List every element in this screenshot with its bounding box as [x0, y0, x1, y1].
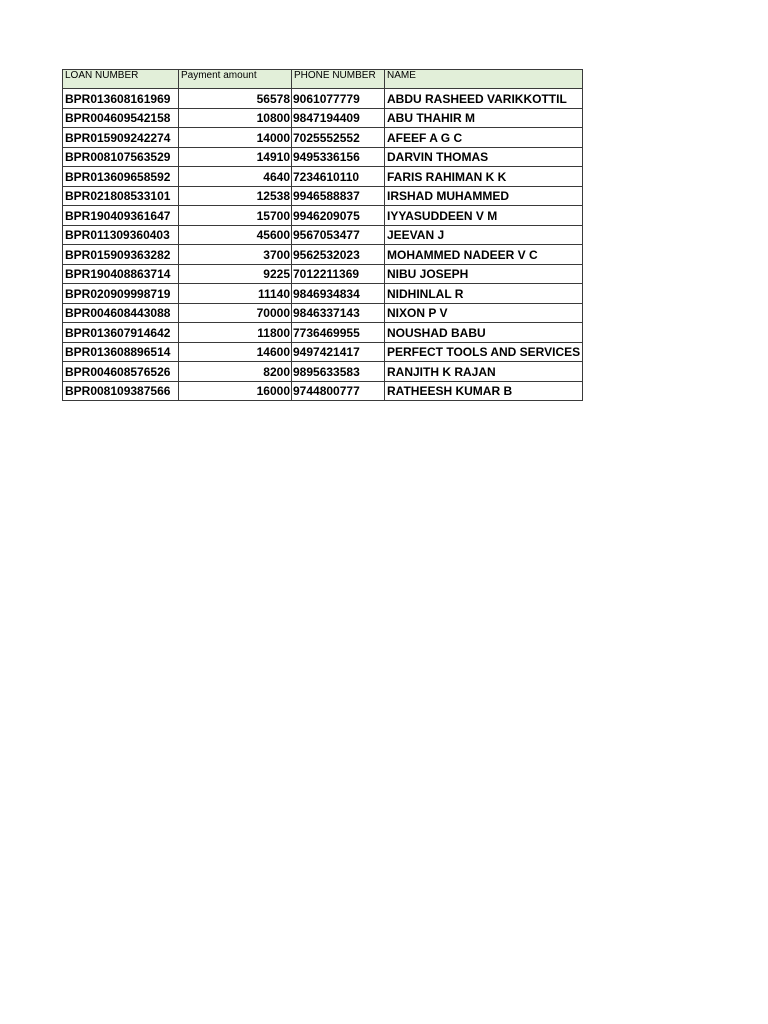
- payment-amount-cell: 11800: [179, 323, 292, 343]
- phone-number-cell: 7736469955: [292, 323, 385, 343]
- loan-number-cell: BPR020909998719: [63, 284, 179, 304]
- table-row: [63, 147, 583, 167]
- payment-amount-cell: 16000: [179, 381, 292, 401]
- phone-number-cell: 9567053477: [292, 225, 385, 245]
- name-cell: IYYASUDDEEN V M: [385, 206, 583, 226]
- loan-number-cell: BPR008107563529: [63, 147, 179, 167]
- phone-number-cell: 7234610110: [292, 167, 385, 187]
- name-cell: NIDHINLAL R: [385, 284, 583, 304]
- phone-number-cell: 9497421417: [292, 342, 385, 362]
- table-row: [63, 303, 583, 323]
- table-row: [63, 264, 583, 284]
- phone-number-cell: 9061077779: [292, 89, 385, 109]
- loan-number-cell: BPR015909363282: [63, 245, 179, 265]
- table-body: [63, 89, 583, 401]
- loan-number-cell: BPR004608443088: [63, 303, 179, 323]
- name-cell: NIXON P V: [385, 303, 583, 323]
- payment-amount-cell: 45600: [179, 225, 292, 245]
- payment-amount-cell: 14910: [179, 147, 292, 167]
- loan-number-cell: BPR013608161969: [63, 89, 179, 109]
- phone-number-cell: 9946588837: [292, 186, 385, 206]
- payment-amount-cell: 14600: [179, 342, 292, 362]
- phone-number-cell: 9847194409: [292, 108, 385, 128]
- payment-amount-cell: 3700: [179, 245, 292, 265]
- table-row: [63, 225, 583, 245]
- loan-number-cell: BPR190408863714: [63, 264, 179, 284]
- phone-number-cell: 7012211369: [292, 264, 385, 284]
- loan-number-cell: BPR004608576526: [63, 362, 179, 382]
- loan-number-cell: BPR013609658592: [63, 167, 179, 187]
- payment-amount-cell: 15700: [179, 206, 292, 226]
- table-row: [63, 284, 583, 304]
- name-cell: NIBU JOSEPH: [385, 264, 583, 284]
- payment-amount-cell: 8200: [179, 362, 292, 382]
- phone-number-cell: 9946209075: [292, 206, 385, 226]
- payment-amount-cell: 12538: [179, 186, 292, 206]
- table-header: [63, 70, 583, 89]
- name-cell: MOHAMMED NADEER V C: [385, 245, 583, 265]
- name-cell: NOUSHAD BABU: [385, 323, 583, 343]
- phone-number-cell: 9495336156: [292, 147, 385, 167]
- name-cell: PERFECT TOOLS AND SERVICES: [385, 342, 583, 362]
- loan-number-cell: BPR190409361647: [63, 206, 179, 226]
- header-row: [63, 70, 583, 89]
- table-row: [63, 245, 583, 265]
- phone-number-cell: 9562532023: [292, 245, 385, 265]
- name-cell: RANJITH K RAJAN: [385, 362, 583, 382]
- payment-amount-cell: 14000: [179, 128, 292, 148]
- loan-number-cell: BPR008109387566: [63, 381, 179, 401]
- table-row: [63, 128, 583, 148]
- loan-payment-table: [62, 69, 583, 401]
- table-row: [63, 89, 583, 109]
- header-phone-number: PHONE NUMBER: [292, 70, 385, 89]
- phone-number-cell: 7025552552: [292, 128, 385, 148]
- loan-number-cell: BPR013608896514: [63, 342, 179, 362]
- loan-number-cell: BPR013607914642: [63, 323, 179, 343]
- table-row: [63, 342, 583, 362]
- name-cell: DARVIN THOMAS: [385, 147, 583, 167]
- table-row: [63, 206, 583, 226]
- table-row: [63, 186, 583, 206]
- table-row: [63, 381, 583, 401]
- payment-amount-cell: 11140: [179, 284, 292, 304]
- name-cell: RATHEESH KUMAR B: [385, 381, 583, 401]
- loan-number-cell: BPR021808533101: [63, 186, 179, 206]
- payment-amount-cell: 9225: [179, 264, 292, 284]
- table-row: [63, 362, 583, 382]
- phone-number-cell: 9744800777: [292, 381, 385, 401]
- table-row: [63, 167, 583, 187]
- name-cell: FARIS RAHIMAN K K: [385, 167, 583, 187]
- table-row: [63, 108, 583, 128]
- loan-number-cell: BPR011309360403: [63, 225, 179, 245]
- name-cell: ABU THAHIR M: [385, 108, 583, 128]
- name-cell: JEEVAN J: [385, 225, 583, 245]
- name-cell: IRSHAD MUHAMMED: [385, 186, 583, 206]
- payment-amount-cell: 70000: [179, 303, 292, 323]
- payment-amount-cell: 4640: [179, 167, 292, 187]
- name-cell: AFEEF A G C: [385, 128, 583, 148]
- payment-amount-cell: 56578: [179, 89, 292, 109]
- phone-number-cell: 9895633583: [292, 362, 385, 382]
- header-loan-number: LOAN NUMBER: [63, 70, 179, 89]
- header-name: NAME: [385, 70, 583, 89]
- loan-number-cell: BPR004609542158: [63, 108, 179, 128]
- loan-number-cell: BPR015909242274: [63, 128, 179, 148]
- name-cell: ABDU RASHEED VARIKKOTTIL: [385, 89, 583, 109]
- phone-number-cell: 9846934834: [292, 284, 385, 304]
- phone-number-cell: 9846337143: [292, 303, 385, 323]
- payment-amount-cell: 10800: [179, 108, 292, 128]
- header-payment-amount: Payment amount: [179, 70, 292, 89]
- table-row: [63, 323, 583, 343]
